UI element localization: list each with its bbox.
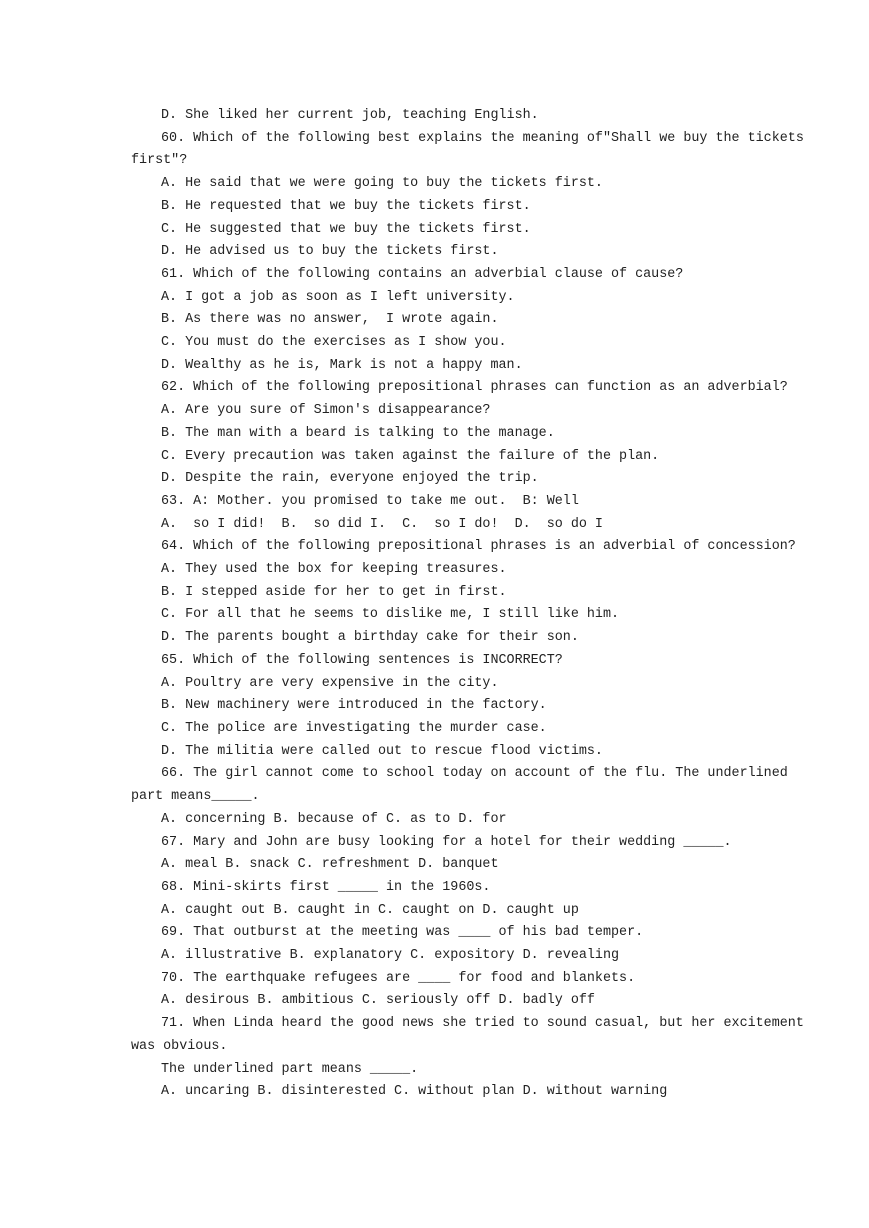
text-line: 65. Which of the following sentences is INCORRECT? xyxy=(161,652,563,668)
text-line: A. Poultry are very expensive in the city. xyxy=(161,675,499,691)
text-line: A. desirous B. ambitious C. seriously off D. badly off xyxy=(161,993,595,1009)
text-line: 61. Which of the following contains an adverbial clause of cause? xyxy=(161,266,684,282)
text-line: A. so I did! B. so did I. C. so I do! D. so do I xyxy=(161,516,603,532)
text-line: 70. The earthquake refugees are ____ for food and blankets. xyxy=(161,970,636,986)
text-line: A. They used the box for keeping treasures. xyxy=(161,562,507,578)
text-line: 63. A: Mother. you promised to take me out. B: Well xyxy=(161,493,579,509)
text-line: A. meal B. snack C. refreshment D. banquet xyxy=(161,857,499,873)
text-line: B. New machinery were introduced in the factory. xyxy=(161,698,547,714)
text-line: D. Despite the rain, everyone enjoyed the trip. xyxy=(161,471,539,487)
text-line: C. You must do the exercises as I show you. xyxy=(161,335,507,351)
text-line: C. The police are investigating the murder case. xyxy=(161,720,547,736)
text-line: was obvious. xyxy=(131,1038,228,1054)
text-line: A. uncaring B. disinterested C. without plan D. without warning xyxy=(161,1084,668,1100)
text-line: D. He advised us to buy the tickets first. xyxy=(161,244,499,260)
text-line: 71. When Linda heard the good news she tried to sound casual, but her excitement xyxy=(161,1016,804,1032)
text-line: D. The parents bought a birthday cake for their son. xyxy=(161,630,579,646)
text-line: The underlined part means _____. xyxy=(161,1061,419,1077)
text-line: first"? xyxy=(131,153,188,169)
text-line: A. Are you sure of Simon's disappearance? xyxy=(161,403,491,419)
text-line: A. concerning B. because of C. as to D. for xyxy=(161,811,507,827)
text-line: B. The man with a beard is talking to the manage. xyxy=(161,425,555,441)
text-line: 64. Which of the following prepositional phrases is an adverbial of concession? xyxy=(161,539,796,555)
text-line: A. illustrative B. explanatory C. expository D. revealing xyxy=(161,948,620,964)
text-line: B. I stepped aside for her to get in first. xyxy=(161,584,507,600)
text-line: D. She liked her current job, teaching English. xyxy=(161,108,539,123)
document-body xyxy=(131,105,804,1104)
text-line: C. For all that he seems to dislike me, I still like him. xyxy=(161,607,620,623)
text-line: A. caught out B. caught in C. caught on D. caught up xyxy=(161,902,579,918)
text-line: 66. The girl cannot come to school today on account of the flu. The underlined xyxy=(161,766,788,782)
text-line: 60. Which of the following best explains the meaning of"Shall we buy the tickets xyxy=(161,130,804,146)
text-line: C. Every precaution was taken against the failure of the plan. xyxy=(161,448,660,464)
text-line: 62. Which of the following prepositional phrases can function as an adverbial? xyxy=(161,380,788,396)
text-line: C. He suggested that we buy the tickets first. xyxy=(161,221,531,237)
text-line: A. I got a job as soon as I left university. xyxy=(161,289,515,305)
text-line: 67. Mary and John are busy looking for a hotel for their wedding _____. xyxy=(161,834,732,850)
text-line: part means_____. xyxy=(131,789,260,805)
text-line: D. Wealthy as he is, Mark is not a happy man. xyxy=(161,357,523,373)
text-line: 68. Mini-skirts first _____ in the 1960s. xyxy=(161,879,491,895)
text-line: B. He requested that we buy the tickets first. xyxy=(161,198,531,214)
text-line: 69. That outburst at the meeting was ____ of his bad temper. xyxy=(161,925,644,941)
text-line: D. The militia were called out to rescue flood victims. xyxy=(161,743,603,759)
text-line: B. As there was no answer, I wrote again. xyxy=(161,312,499,328)
text-line: A. He said that we were going to buy the tickets first. xyxy=(161,176,603,192)
